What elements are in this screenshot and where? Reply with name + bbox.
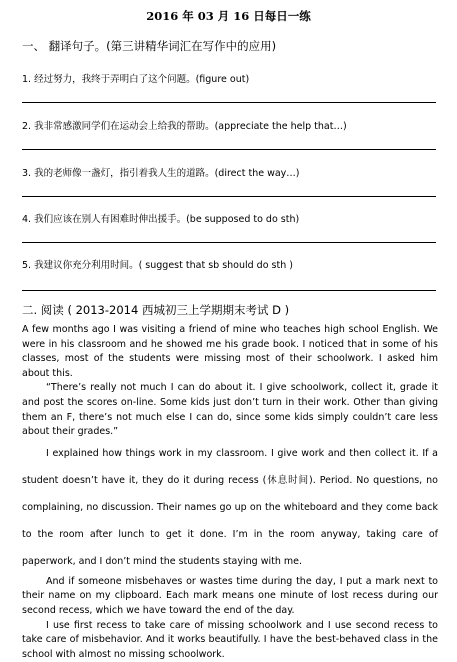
passage-paragraph-5: I use first recess to take care of missing schoolwork and I use second recess to take care of misbehavior. And it works beautifully. I have the best-behaved class in the school with almost no missing schoolwork. (22, 619, 438, 660)
question-3: 3. 我的老师像一盏灯，指引着我人生的道路。(direct the way…) (22, 168, 300, 179)
answer-line-2 (22, 149, 436, 150)
question-4: 4. 我们应该在别人有困难时伸出援手。(be supposed to do sth) (22, 214, 300, 225)
question-1: 1. 经过努力，我终于弄明白了这个问题。(figure out) (22, 74, 250, 85)
reading-passage (22, 323, 438, 662)
question-5: 5. 我建议你充分利用时间。( suggest that sb should do sth ) (22, 260, 293, 271)
answer-line-5 (22, 290, 436, 291)
page-title: 2016 年 03 月 16 日每日一练 (146, 9, 311, 23)
passage-paragraph-2: “There’s really not much I can do about it. I give schoolwork, collect it, grade it and post the scores on-line. Some kids just don’t turn in their work. Other than giving them an F, there’s not much else I can do, since some kids simply couldn’t care less about their grades.” (22, 382, 438, 438)
question-2: 2. 我非常感激同学们在运动会上给我的帮助。(appreciate the help that…) (22, 121, 347, 132)
passage-paragraph-4: And if someone misbehaves or wastes time during the day, I put a mark next to their name on my clipboard. Each mark means one minute of lost recess during our second recess, which we have toward the end of the day. (22, 575, 438, 616)
section-1-heading: 一、 翻译句子。(第三讲精华词汇在写作中的应用) (22, 39, 277, 53)
answer-line-4 (22, 242, 436, 243)
answer-line-1 (22, 102, 436, 103)
section-2-heading: 二. 阅读 ( 2013-2014 西城初三上学期期末考试 D ) (22, 303, 290, 317)
passage-paragraph-1: A few months ago I was visiting a friend of mine who teaches high school English. We were in his classroom and he showed me his grade book. I noticed that in some of his classes, most of the students were missing most of their schoolwork. I asked him about this. (22, 324, 438, 379)
passage-paragraph-3: I explained how things work in my classroom. I give work and then collect it. If a student doesn’t have it, they do it during recess (休息时间). Period. No questions, no complaining, no discussion. Their names go up on the whiteboard and they come back to the room after lunch to get it done. I’m in the room anyway, taking care of paperwork, and I don’t mind the students staying with me. (22, 447, 438, 567)
answer-line-3 (22, 196, 436, 197)
